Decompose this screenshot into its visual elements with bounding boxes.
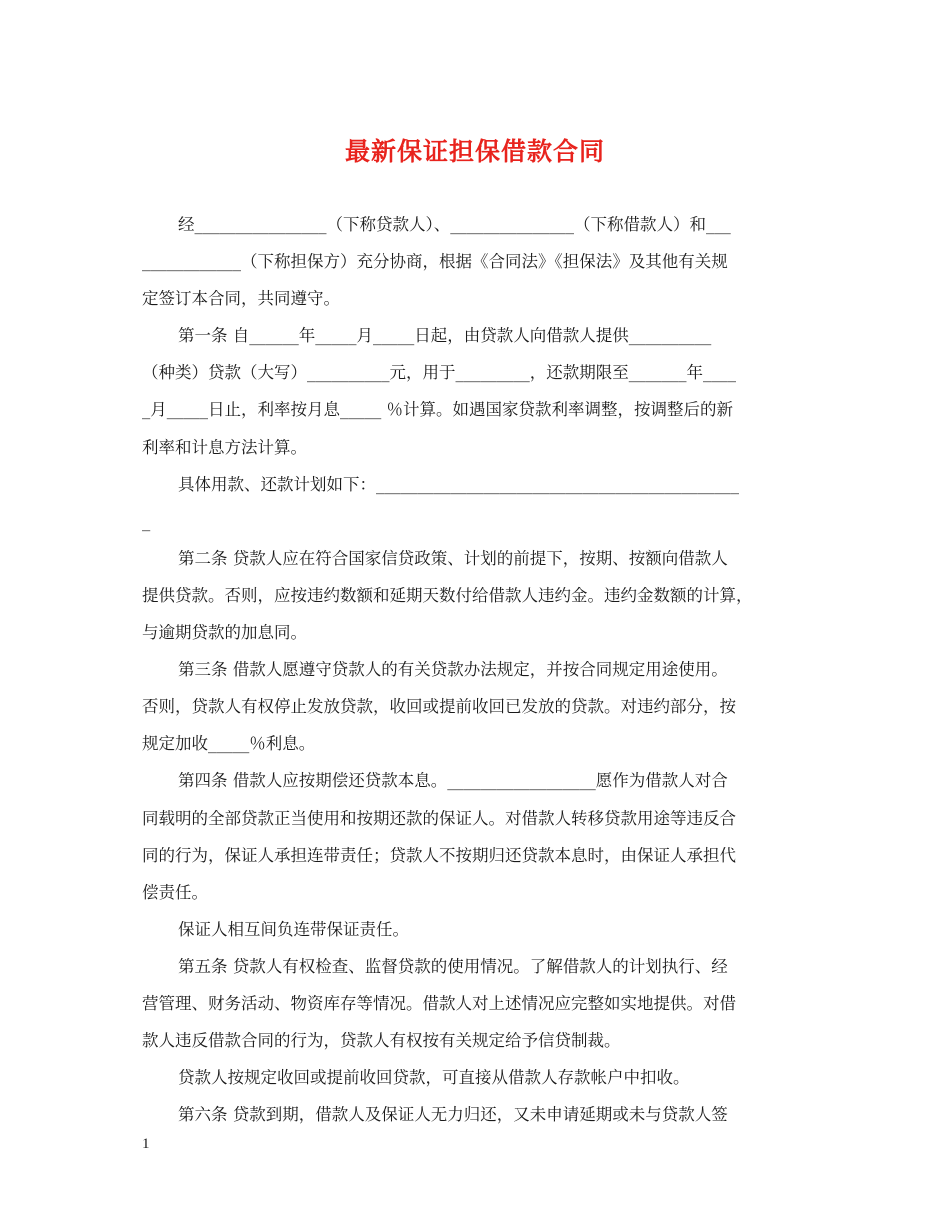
document-title: 最新保证担保借款合同 (344, 137, 605, 166)
body-line: 具体用款、还款计划如下：____________________________________________ (178, 474, 739, 494)
body-line: 同的行为，保证人承担连带责任；贷款人不按期归还贷款本息时，由保证人承担代 (142, 845, 736, 865)
body-line: 第二条 贷款人应在符合国家信贷政策、计划的前提下，按期、按额向借款人 (178, 548, 728, 568)
body-line: 利率和计息方法计算。 (142, 437, 307, 457)
body-line: 否则，贷款人有权停止发放贷款，收回或提前收回已发放的贷款。对违约部分，按 (142, 697, 736, 717)
body-line: 经________________（下称贷款人）、_______________（下称借款人）和___ (178, 215, 731, 234)
body-line: 款人违反借款合同的行为，贷款人有权按有关规定给予信贷制裁。 (142, 1031, 621, 1051)
body-line: 偿责任。 (142, 882, 208, 902)
body-line: 营管理、财务活动、物资库存等情况。借款人对上述情况应完整如实地提供。对借 (142, 993, 736, 1013)
body-line: 保证人相互间负连带保证责任。 (178, 919, 409, 939)
document-body (142, 206, 814, 1133)
body-line: 第四条 借款人应按期偿还贷款本息。__________________愿作为借款人对合 (178, 771, 728, 791)
body-line: 第三条 借款人愿遵守贷款人的有关贷款办法规定，并按合同规定用途使用。 (178, 660, 728, 680)
body-line: 规定加收_____％利息。 (142, 734, 316, 754)
body-line: 第一条 自______年_____月_____日起，由贷款人向借款人提供__________ (178, 326, 712, 346)
body-line: _月_____日止，利率按月息_____ ％计算。如遇国家贷款利率调整，按调整后的新 (142, 400, 733, 420)
body-line: 与逾期贷款的加息同。 (142, 623, 307, 643)
body-line: 定签订本合同，共同遵守。 (142, 289, 340, 309)
body-line: 第六条 贷款到期，借款人及保证人无力归还，又未申请延期或未与贷款人签 (178, 1105, 728, 1125)
body-line: 第五条 贷款人有权检查、监督贷款的使用情况。了解借款人的计划执行、经 (178, 956, 728, 976)
body-line: 同载明的全部贷款正当使用和按期还款的保证人。对借款人转移贷款用途等违反合 (142, 808, 736, 828)
body-line: （种类）贷款（大写）__________元，用于_________，还款期限至_______年____ (142, 363, 736, 383)
body-line: 贷款人按规定收回或提前收回贷款，可直接从借款人存款帐户中扣收。 (178, 1068, 690, 1088)
body-line: 提供贷款。否则，应按违约数额和延期天数付给借款人违约金。违约金数额的计算， (142, 585, 753, 605)
page-number: 1 (142, 1136, 150, 1152)
body-line: ____________（下称担保方）充分协商，根据《合同法》《担保法》及其他有关规 (142, 252, 728, 272)
body-line: _ (142, 511, 151, 531)
